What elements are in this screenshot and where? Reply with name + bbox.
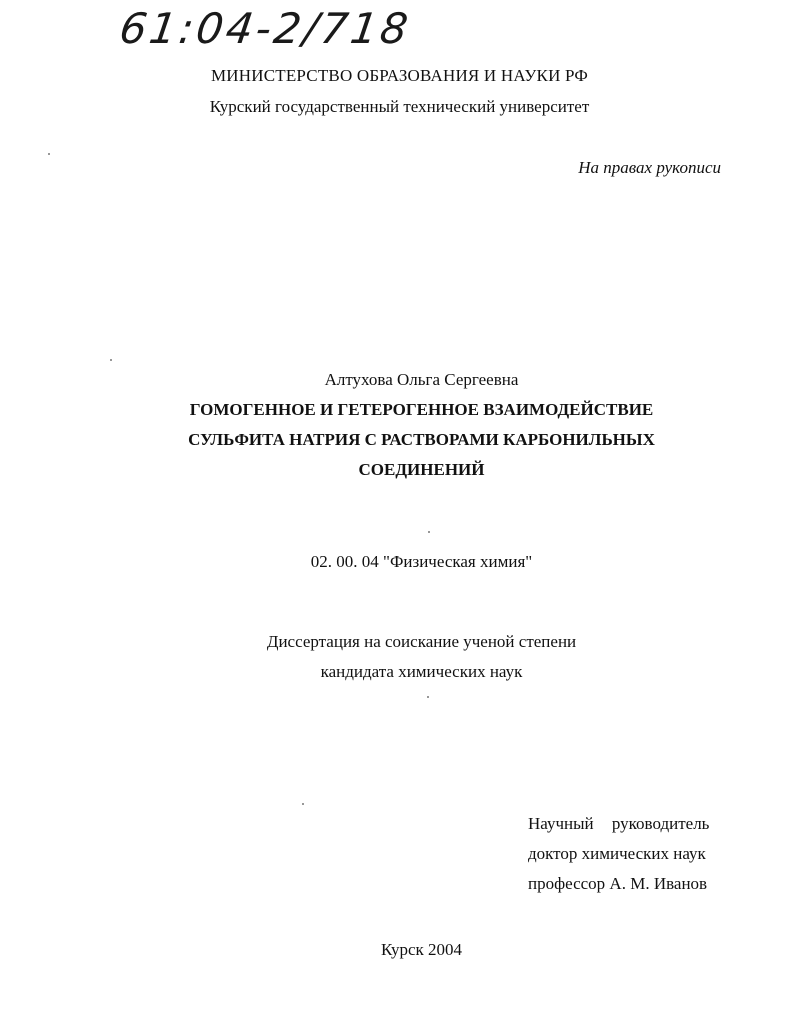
scan-speck xyxy=(110,359,112,361)
author-name: Алтухова Ольга Сергеевна xyxy=(324,370,519,389)
scan-speck xyxy=(302,803,304,805)
degree-statement-line: Диссертация на соискание ученой степени xyxy=(266,632,577,651)
supervisor-role: Научный руководитель xyxy=(528,814,710,833)
handwritten-archive-code: 61:04-2/718 xyxy=(116,4,414,53)
specialty-code: 02. 00. 04 "Физическая химия" xyxy=(310,552,533,571)
dissertation-title-line: ГОМОГЕННОЕ И ГЕТЕРОГЕННОЕ ВЗАИМОДЕЙСТВИЕ xyxy=(189,400,654,419)
dissertation-title-line: СОЕДИНЕНИЙ xyxy=(358,460,485,479)
supervisor-name: профессор А. М. Иванов xyxy=(528,874,708,893)
supervisor-degree: доктор химических наук xyxy=(528,844,706,863)
scan-speck xyxy=(427,696,429,698)
scan-speck xyxy=(48,153,50,155)
dissertation-title-line: СУЛЬФИТА НАТРИЯ С РАСТВОРАМИ КАРБОНИЛЬНЫХ xyxy=(188,430,655,449)
university-name: Курский государственный технический университет xyxy=(209,97,590,116)
ministry-heading: МИНИСТЕРСТВО ОБРАЗОВАНИЯ И НАУКИ РФ xyxy=(210,66,589,85)
rights-note: На правах рукописи xyxy=(578,158,721,177)
city-year: Курск 2004 xyxy=(380,940,463,959)
scan-speck xyxy=(428,531,430,533)
degree-statement-line: кандидата химических наук xyxy=(320,662,523,681)
